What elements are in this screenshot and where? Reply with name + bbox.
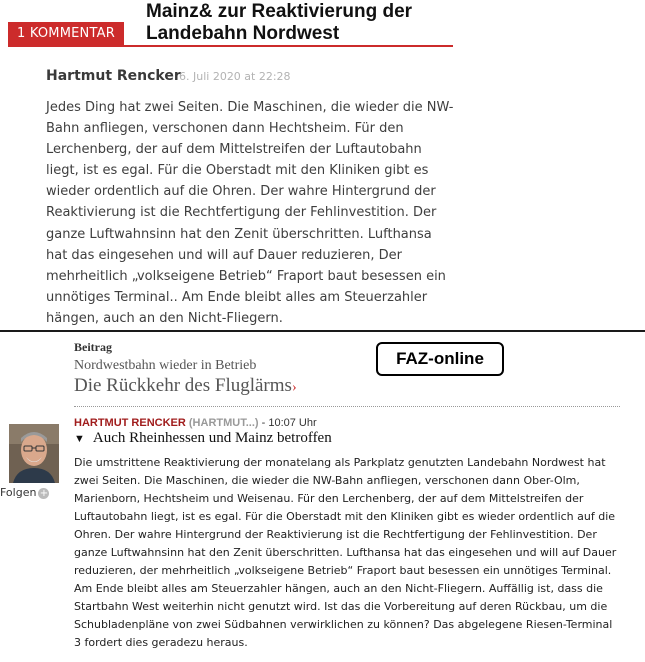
beitrag-label: Beitrag (74, 340, 112, 354)
follow-button[interactable] (0, 486, 49, 499)
comment-text: Die umstrittene Reaktivierung der monatelang als Parkplatz genutzten Landebahn Nordwest hat zwei Seiten. Die Maschinen, die wieder die NW-Bahn anfliegen, verschonen dann Ober-Olm, Marienborn, Hechtsheim und Weisenau. Für den Lerchenberg, der auf dem Mittelstreifen der Luftautobahn liegt, ist es egal. Für die Oberstadt mit den Kliniken gibt es wieder ordentlich auf die Ohren. Der wahre Hintergrund der Reaktivierung ist die Rechtfertigung der Fehlinvestition. Der ganze Luftwahnsinn hat den Zenit überschritten. Lufthansa hat das eingesehen und will auf Dauer reduzieren, der mehrheitlich „volkseigene Betrieb“ Fraport baut besessen ein unnötiges Terminal. Am Ende bleibt alles am Steuerzahler hängen, auch an den Nicht-Fliegern. Auffällig ist, dass die Startbahn West weiterhin nicht genutzt wird. Ist das die Vorbereitung auf deren Rückbau, um die Schubladenpläne von zwei Südbahnen verwirklichen zu können? Das abgelegene Riesen-Terminal 3 fordert dies geradezu heraus. (74, 456, 617, 649)
article-kicker[interactable]: Nordwestbahn wieder in Betrieb (74, 358, 257, 373)
title-underline (8, 45, 453, 47)
chevron-right-icon: › (291, 380, 297, 395)
follow-label: Folgen (0, 486, 37, 499)
article-title: Mainz& zur Reaktivierung der Landebahn Nordwest (146, 1, 413, 44)
section-divider (0, 330, 645, 332)
comment-count-badge[interactable]: 1 KOMMENTAR (8, 22, 124, 46)
comment-date[interactable]: 6. Juli 2020 at 22:28 (179, 70, 291, 83)
comment-author[interactable]: HARTMUT RENCKER (74, 417, 186, 429)
comment-text: Jedes Ding hat zwei Seiten. Die Maschinen, die wieder die NW-Bahn anfliegen, verschonen dann Hechtsheim. Für den Lerchenberg, der auf dem Mittelstreifen der Luftautobahn liegt, ist es egal. Für die Oberstadt mit den Kliniken gibt es wieder ordentlich auf die Ohren. Der wahre Hintergrund der Reaktivierung ist die Rechtfertigung der Fehlinvestition. Der ganze Luftwahnsinn hat den Zenit überschritten. Lufthansa hat das eingesehen und will auf Dauer reduzieren, Der mehrheitlich „volkseigene Betrieb“ Fraport baut besessen ein unnötiges Terminal.. Am Ende bleibt alles am Steuerzahler hängen, auch an den Nicht-Fliegern. (46, 100, 454, 326)
comment-meta (74, 417, 317, 429)
comment-time: - 10:07 Uhr (261, 417, 317, 429)
comment-subject-toggle[interactable] (74, 430, 332, 447)
article-headline-link[interactable] (74, 375, 297, 397)
comment-subject: Auch Rheinhessen und Mainz betroffen (92, 430, 332, 446)
triangle-down-icon: ▼ (74, 433, 85, 445)
avatar[interactable] (9, 424, 59, 483)
avatar-photo (9, 424, 59, 483)
comment-author[interactable]: Hartmut Rencker (46, 68, 181, 84)
comment-handle[interactable]: (HARTMUT...) (188, 417, 259, 429)
plus-icon: + (39, 487, 49, 499)
article-headline[interactable]: Die Rückkehr des Fluglärms (74, 375, 292, 396)
faz-online-label: FAZ-online (376, 342, 504, 376)
dotted-divider (74, 406, 620, 407)
